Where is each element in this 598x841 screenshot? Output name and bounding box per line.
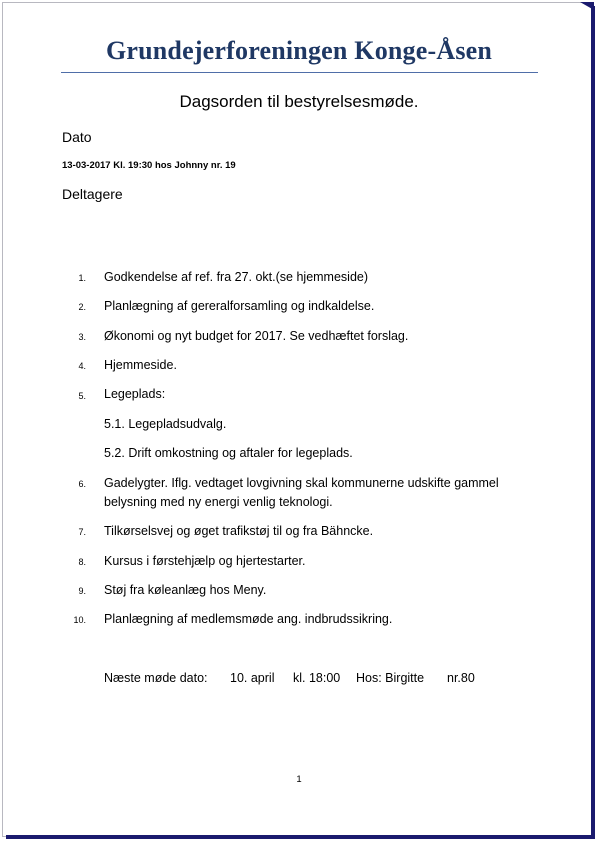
next-meeting-host: Hos: Birgitte (356, 671, 425, 685)
agenda-number: 5. (78, 391, 86, 401)
document-subtitle: Dagsorden til bestyrelsesmøde. (179, 92, 419, 111)
agenda-item: Støj fra køleanlæg hos Meny. (104, 583, 267, 597)
page-frame (2, 2, 594, 837)
agenda-subitem: 5.2. Drift omkostning og aftaler for legeplads. (104, 446, 353, 460)
document-title: Grundejerforeningen Konge-Åsen (105, 36, 493, 65)
page-number: 1 (296, 774, 302, 785)
agenda-item: Godkendelse af ref. fra 27. okt.(se hjemmeside) (104, 270, 369, 284)
agenda-number: 4. (78, 361, 86, 371)
deltagere-label: Deltagere (62, 186, 123, 202)
dato-label: Dato (62, 129, 92, 145)
agenda-item: Legeplads: (104, 387, 166, 401)
title-rule (61, 72, 538, 73)
agenda-subitem: 5.1. Legepladsudvalg. (104, 417, 227, 431)
agenda-item: Gadelygter. Iflg. vedtaget lovgivning skal kommunerne udskifte gammel (104, 476, 499, 490)
agenda-number: 7. (78, 527, 86, 537)
next-meeting-time: kl. 18:00 (293, 671, 341, 685)
page-corner-mark (580, 2, 594, 10)
agenda-number: 8. (78, 557, 86, 567)
page-shadow-right (591, 6, 595, 838)
agenda-item-continued: belysning med ny energi venlig teknologi. (104, 495, 333, 509)
agenda-item: Tilkørselsvej og øget trafikstøj til og fra Bähncke. (104, 524, 374, 538)
agenda-number: 1. (78, 273, 86, 283)
agenda-item: Hjemmeside. (104, 358, 177, 372)
next-meeting-nr: nr.80 (447, 671, 475, 685)
page-shadow-bottom (6, 835, 595, 839)
agenda-item: Økonomi og nyt budget for 2017. Se vedhæftet forslag. (104, 329, 409, 343)
next-meeting-label: Næste møde dato: (104, 671, 208, 685)
agenda-number: 2. (78, 302, 86, 312)
agenda-number: 9. (78, 586, 86, 596)
agenda-item: Kursus i førstehjælp og hjertestarter. (104, 554, 306, 568)
next-meeting-date: 10. april (230, 671, 275, 685)
agenda-number: 6. (78, 479, 86, 489)
agenda-number: 3. (78, 332, 86, 342)
agenda-number: 10. (73, 615, 86, 625)
agenda-item: Planlægning af medlemsmøde ang. indbrudssikring. (104, 612, 393, 626)
dato-value: 13-03-2017 Kl. 19:30 hos Johnny nr. 19 (62, 160, 236, 171)
agenda-item: Planlægning af gereralforsamling og indkaldelse. (104, 299, 375, 313)
